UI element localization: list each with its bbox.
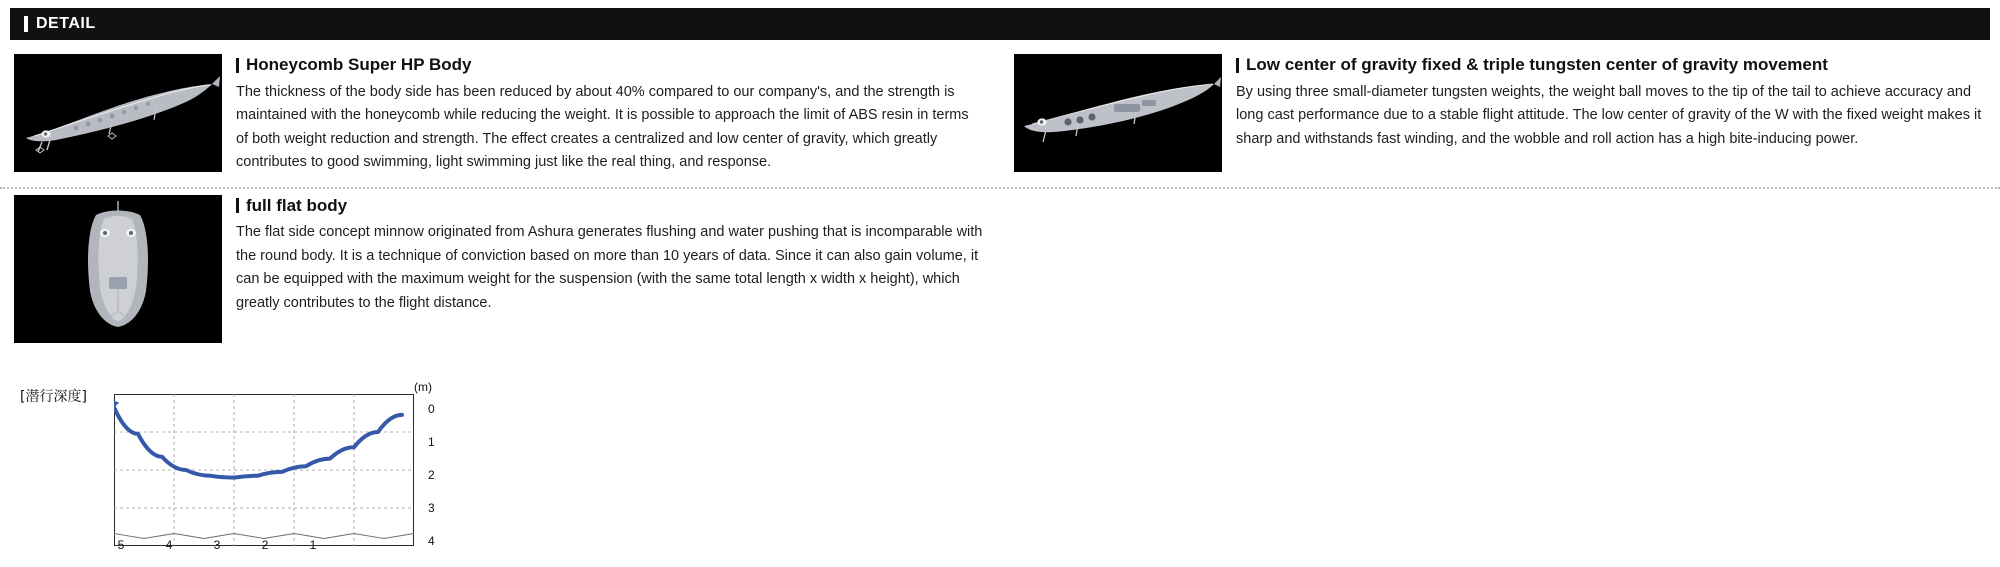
- lure-xray-side-view-image: [14, 54, 222, 172]
- chart-ytick-3: 3: [428, 501, 435, 515]
- heading-accent-bar: [1236, 58, 1239, 73]
- feature-row-top: [0, 48, 2000, 189]
- feature-honeycomb-super-hp-body: [0, 54, 1000, 175]
- page-title: DETAIL: [36, 15, 96, 32]
- feature-text-honeycomb: [222, 54, 990, 175]
- feature-body-text: The thickness of the body side has been reduced by about 40% compared to our company's, and the strength is maintained with the honeycomb while reducing the weight. It is possible to approach the limit of ABS resin in terms of both weight reduction and strength. The effect creates a centralized and low center of gravity, which greatly contributes to good swimming, light swimming just like the real thing, and response.: [236, 83, 969, 171]
- chart-ytick-2: 2: [428, 468, 435, 482]
- chart-ytick-1: 1: [428, 435, 435, 449]
- chart-title: [潜行深度]: [20, 389, 87, 405]
- feature-body-text: By using three small-diameter tungsten weights, the weight ball moves to the tip of the tail to achieve accuracy and long cast performance due to a stable flight attitude. The low center of gravity of the W with the fixed weight makes it sharp and withstands fast winding, and the wobble and roll action has a high bite-inducing power.: [1236, 83, 1982, 147]
- feature-body-text: The flat side concept minnow originated from Ashura generates flushing and water pushing that is incomparable with the round body. It is a technique of conviction based on more than 10 years of data. Since it can also gain volume, it can be equipped with the maximum weight for the suspension (with the same total length x width x height), which greatly contributes to the flight distance.: [236, 224, 983, 311]
- chart-xtick-2: 2: [261, 538, 269, 552]
- chart-ytick-0: 0: [428, 402, 435, 416]
- feature-low-center-of-gravity: [1000, 54, 2000, 172]
- heading-accent-bar: [236, 198, 239, 213]
- feature-text-low-cg: [1222, 54, 1990, 151]
- feature-full-flat-body: [0, 195, 1000, 343]
- feature-heading-text: Low center of gravity fixed & triple tungsten center of gravity movement: [1246, 55, 1828, 74]
- feature-heading-text: full flat body: [246, 195, 348, 215]
- lure-xray-weight-system-image: [1014, 54, 1222, 172]
- dive-depth-chart: [10, 378, 450, 558]
- feature-heading-low-cg: [1236, 56, 1984, 75]
- feature-heading-honeycomb: [236, 56, 984, 75]
- lure-front-view-flat-body-image: [14, 195, 222, 343]
- feature-text-full-flat-body: [222, 195, 990, 316]
- chart-unit-label: (m): [414, 380, 432, 394]
- chart-ytick-4: 4: [428, 534, 435, 548]
- feature-heading-text: Honeycomb Super HP Body: [246, 55, 472, 74]
- feature-heading-full-flat-body: [236, 197, 984, 216]
- chart-xtick-4: 4: [165, 538, 173, 552]
- chart-xtick-3: 3: [213, 538, 221, 552]
- chart-plot-area: [114, 394, 414, 546]
- chart-xtick-5: 5: [117, 538, 125, 552]
- feature-sections: [0, 48, 2000, 353]
- header-accent-tick: [24, 16, 28, 32]
- detail-header-bar: [10, 8, 1990, 40]
- heading-accent-bar: [236, 58, 239, 73]
- feature-row-bottom: [0, 189, 2000, 353]
- chart-xtick-1: 1: [309, 538, 317, 552]
